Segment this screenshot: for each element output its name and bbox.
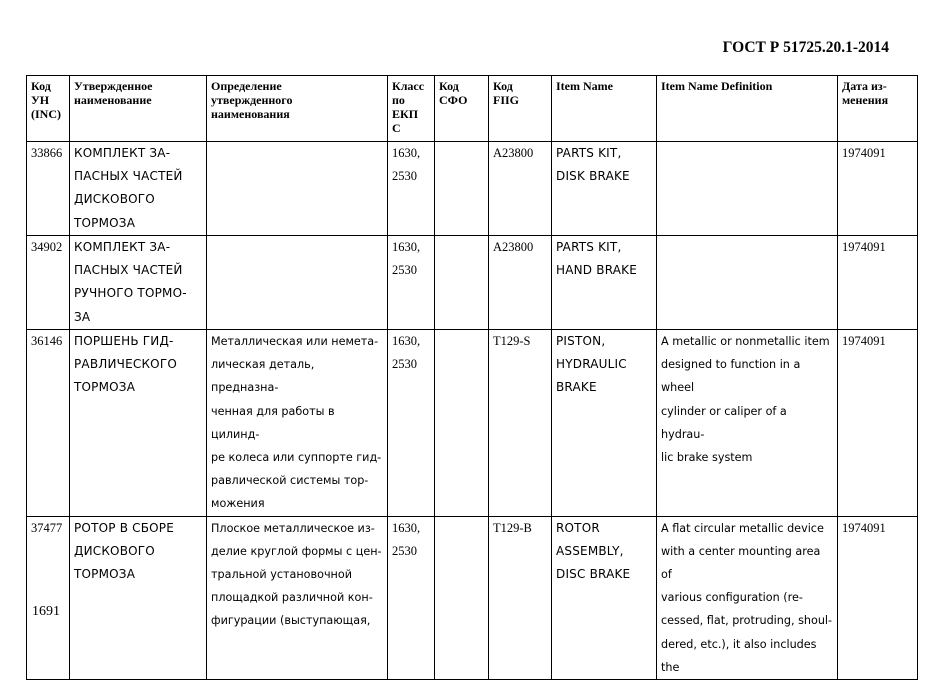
document-standard-header: ГОСТ Р 51725.20.1-2014 <box>722 39 889 56</box>
table-row <box>27 330 918 517</box>
column-header-approved-name: Утвержденное наименование <box>70 76 207 142</box>
cell-change-date: 1974091 <box>838 236 918 330</box>
cell-inc: 33866 <box>27 142 70 236</box>
cell-fiig: A23800 <box>489 236 552 330</box>
cell-item-name: PARTS KIT, DISK BRAKE <box>552 142 657 236</box>
cell-item-name-definition <box>657 142 838 236</box>
page-number: 1691 <box>32 604 60 619</box>
cell-sfo <box>435 236 489 330</box>
cell-inc: 36146 <box>27 330 70 517</box>
cell-item-name: ROTOR ASSEMBLY, DISC BRAKE <box>552 516 657 679</box>
column-header-name-definition: Определение утвержденного наименования <box>207 76 388 142</box>
cell-sfo <box>435 516 489 679</box>
table-row <box>27 516 918 679</box>
cell-change-date: 1974091 <box>838 330 918 517</box>
cell-inc: 34902 <box>27 236 70 330</box>
cell-change-date: 1974091 <box>838 142 918 236</box>
cell-class: 1630, 2530 <box>388 330 435 517</box>
cell-approved-name: РОТОР В СБОРЕ ДИСКОВОГО ТОРМОЗА <box>70 516 207 679</box>
cell-inc: 37477 <box>27 516 70 679</box>
column-header-sfo: Код СФО <box>435 76 489 142</box>
table-row <box>27 236 918 330</box>
column-header-item-name-definition: Item Name Definition <box>657 76 838 142</box>
cell-fiig: T129-B <box>489 516 552 679</box>
cell-name-definition: Плоское металлическое из- делие круглой формы с цен- тральной установочной площадкой различной кон- фигурации (выступающая, <box>207 516 388 679</box>
cell-item-name-definition: A metallic or nonmetallic item designed to function in a wheel cylinder or caliper of a hydrau- lic brake system <box>657 330 838 517</box>
cell-approved-name: КОМПЛЕКТ ЗА- ПАСНЫХ ЧАСТЕЙ ДИСКОВОГО ТОРМОЗА <box>70 142 207 236</box>
cell-item-name: PARTS KIT, HAND BRAKE <box>552 236 657 330</box>
cell-approved-name: ПОРШЕНЬ ГИД- РАВЛИЧЕСКОГО ТОРМОЗА <box>70 330 207 517</box>
table-row <box>27 142 918 236</box>
cell-fiig: A23800 <box>489 142 552 236</box>
cell-item-name-definition <box>657 236 838 330</box>
column-header-change-date: Дата из- менения <box>838 76 918 142</box>
cell-name-definition <box>207 236 388 330</box>
table-header-row <box>27 76 918 142</box>
cell-sfo <box>435 142 489 236</box>
cell-item-name: PISTON, HYDRAULIC BRAKE <box>552 330 657 517</box>
column-header-inc: Код УН (INC) <box>27 76 70 142</box>
column-header-class: Класс по ЕКП С <box>388 76 435 142</box>
cell-class: 1630, 2530 <box>388 236 435 330</box>
cell-class: 1630, 2530 <box>388 516 435 679</box>
cell-name-definition <box>207 142 388 236</box>
cell-fiig: T129-S <box>489 330 552 517</box>
cell-change-date: 1974091 <box>838 516 918 679</box>
cell-name-definition: Металлическая или немета- лическая деталь, предназна- ченная для работы в цилинд- ре колеса или суппорте гид- равлической системы тор- можения <box>207 330 388 517</box>
cell-class: 1630, 2530 <box>388 142 435 236</box>
cell-sfo <box>435 330 489 517</box>
cell-approved-name: КОМПЛЕКТ ЗА- ПАСНЫХ ЧАСТЕЙ РУЧНОГО ТОРМО- ЗА <box>70 236 207 330</box>
column-header-item-name: Item Name <box>552 76 657 142</box>
cell-item-name-definition: A flat circular metallic device with a center mounting area of various configuration (re- cessed, flat, protruding, shoul- dered, etc.), it also includes the <box>657 516 838 679</box>
inc-registry-table <box>26 75 918 680</box>
column-header-fiig: Код FIIG <box>489 76 552 142</box>
